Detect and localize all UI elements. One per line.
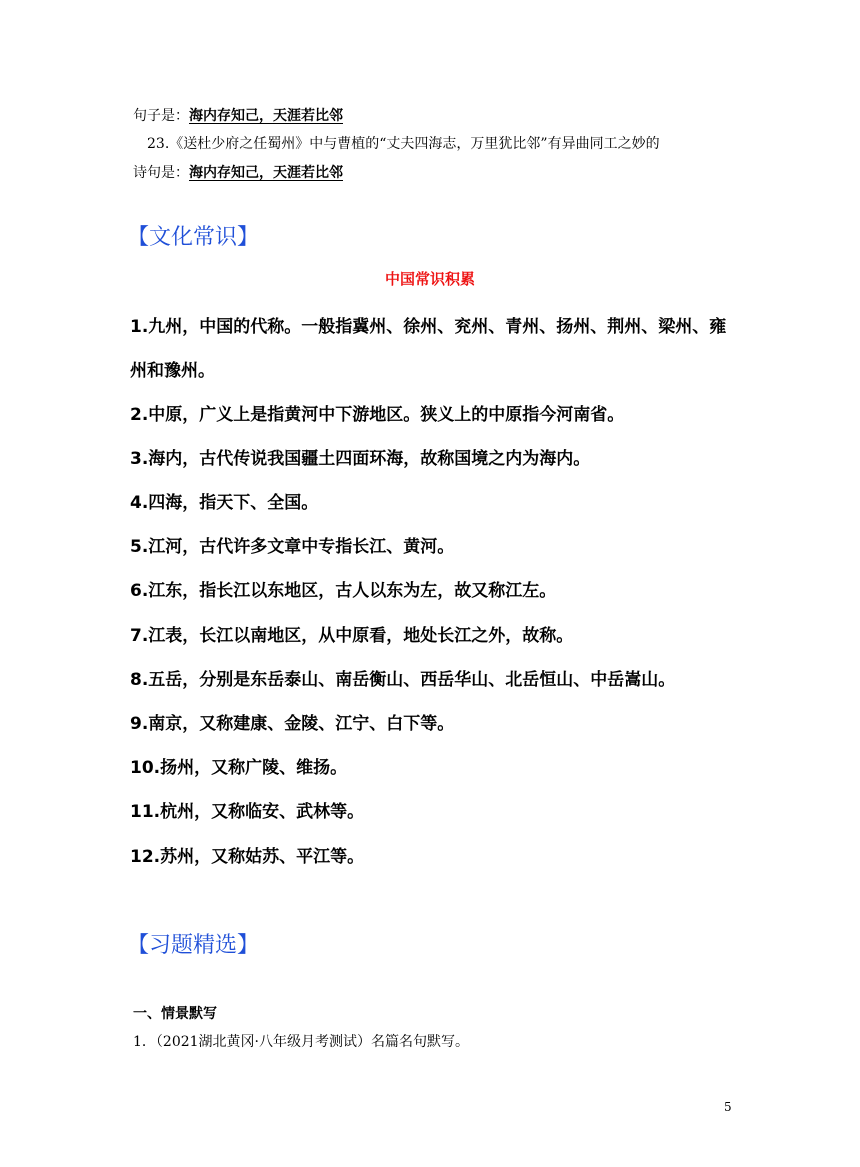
answer-text: 海内存知己，天涯若比邻 bbox=[189, 108, 343, 124]
fact-item: 2.中原，广义上是指黄河中下游地区。狭义上的中原指今河南省。 bbox=[130, 405, 625, 425]
question-23-text: 23.《送杜少府之任蜀州》中与曹植的“丈夫四海志，万里犹比邻”有异曲同工之妙的 bbox=[147, 136, 660, 152]
question-1-text: 1．（2021湖北黄冈·八年级月考测试）名篇名句默写。 bbox=[133, 1034, 469, 1050]
answer-text: 海内存知己，天涯若比邻 bbox=[189, 165, 343, 181]
fact-item: 10.扬州，又称广陵、维扬。 bbox=[130, 758, 348, 778]
fact-item: 11.杭州，又称临安、武林等。 bbox=[130, 802, 365, 822]
fact-item: 9.南京，又称建康、金陵、江宁、白下等。 bbox=[130, 714, 455, 734]
page-number: 5 bbox=[724, 1100, 732, 1114]
fact-item: 7.江表，长江以南地区，从中原看，地处长江之外，故称。 bbox=[130, 626, 574, 646]
fact-item: 6.江东，指长江以东地区，古人以东为左，故又称江左。 bbox=[130, 581, 557, 601]
fact-item: 1.九州，中国的代称。一般指冀州、徐州、兖州、青州、扬州、荆州、梁州、雍 bbox=[130, 317, 727, 337]
fact-item: 州和豫州。 bbox=[130, 361, 215, 381]
section-heading-exercises: 【习题精选】 bbox=[127, 933, 260, 958]
fact-item: 12.苏州，又称姑苏、平江等。 bbox=[130, 847, 365, 867]
fact-item: 8.五岳，分别是东岳泰山、南岳衡山、西岳华山、北岳恒山、中岳嵩山。 bbox=[130, 670, 676, 690]
answer-prefix: 诗句是： bbox=[133, 165, 189, 181]
part-title: 一、情景默写 bbox=[133, 1006, 217, 1022]
fact-item: 4.四海，指天下、全国。 bbox=[130, 493, 319, 513]
answer-prefix: 句子是： bbox=[133, 108, 189, 124]
section-heading-culture: 【文化常识】 bbox=[127, 225, 260, 250]
fact-item: 5.江河，古代许多文章中专指长江、黄河。 bbox=[130, 537, 455, 557]
answer-line-23 bbox=[133, 163, 343, 183]
fact-item: 3.海内，古代传说我国疆土四面环海，故称国境之内为海内。 bbox=[130, 449, 591, 469]
section-subtitle: 中国常识积累 bbox=[384, 270, 475, 288]
answer-line-22 bbox=[133, 106, 343, 126]
